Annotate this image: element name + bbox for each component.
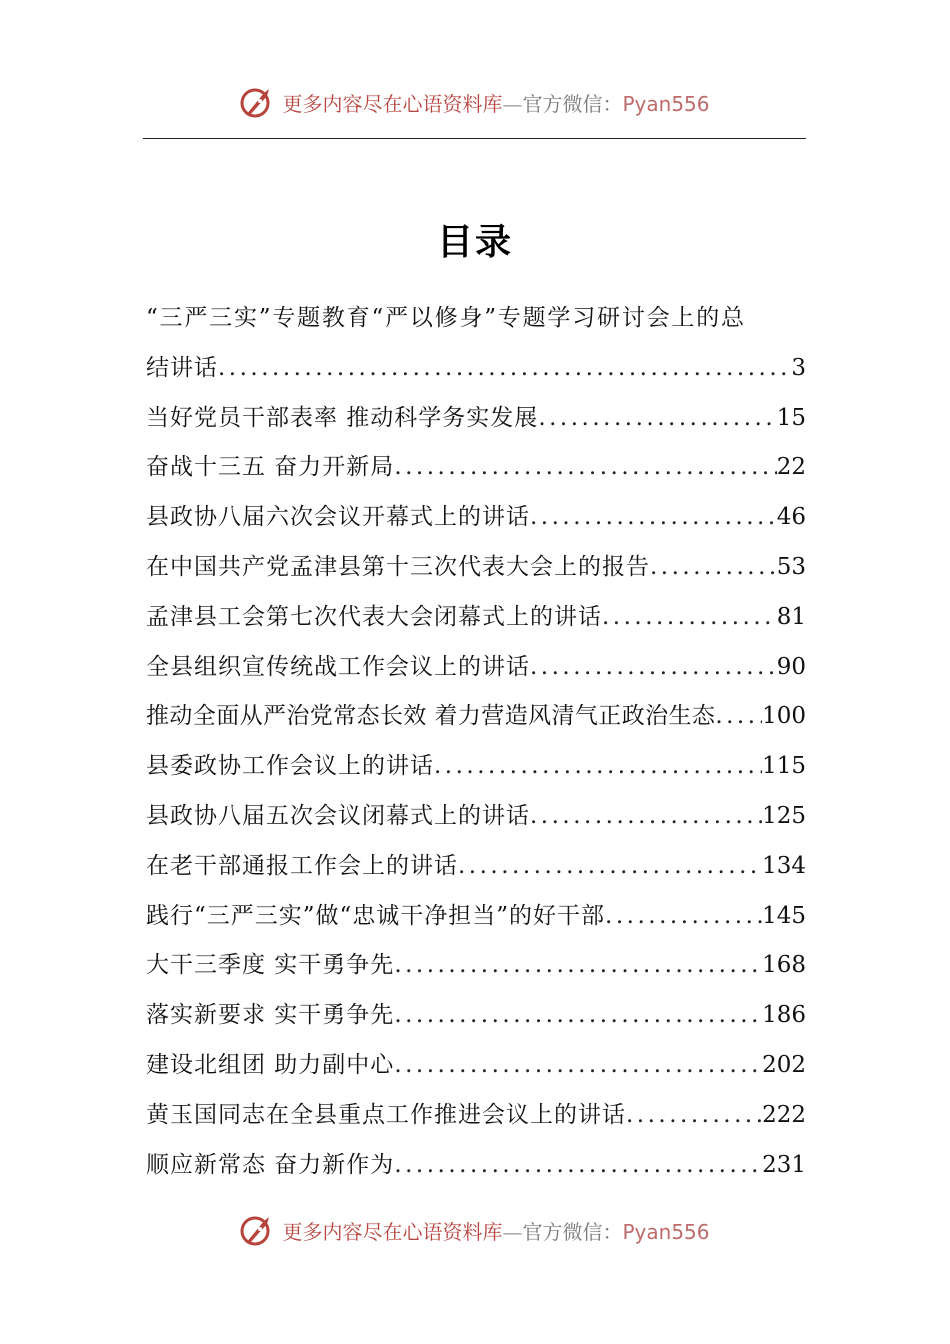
toc-entry-title: 推动全面从严治党常态长效 着力营造风清气正政治生态 <box>146 703 716 730</box>
toc-page-number: 100 <box>762 703 806 730</box>
toc-page-number: 125 <box>762 802 806 829</box>
toc-entry[interactable] <box>146 543 806 593</box>
toc-leader-dots <box>394 1041 762 1091</box>
toc-page-number: 186 <box>762 1002 806 1029</box>
toc-leader-dots <box>434 742 762 792</box>
toc-leader-dots <box>605 892 762 942</box>
toc-entry[interactable] <box>146 742 806 792</box>
footer-banner-text: 更多内容尽在心语资料库—官方微信：Pyan556 <box>282 1219 710 1244</box>
toc-entry[interactable] <box>146 1141 806 1191</box>
toc-entry[interactable] <box>146 842 806 892</box>
toc-leader-dots <box>218 344 791 394</box>
toc-page-number: 81 <box>776 603 806 630</box>
toc-leader-dots <box>602 593 777 643</box>
toc-entry-title: 在老干部通报工作会上的讲话 <box>146 852 458 879</box>
toc-page-number: 134 <box>762 852 806 879</box>
toc-page-number: 231 <box>762 1151 806 1178</box>
toc-entry[interactable] <box>146 394 806 444</box>
pen-nib-circle-logo-icon <box>240 1213 274 1247</box>
toc-entry[interactable] <box>146 1041 806 1091</box>
toc-entry[interactable] <box>146 692 806 742</box>
toc-entry-title: 县政协八届五次会议闭幕式上的讲话 <box>146 802 530 829</box>
toc-entry-title-line1: “三严三实”专题教育“严以修身”专题学习研讨会上的总 <box>146 305 746 331</box>
toc-entry[interactable] <box>146 593 806 643</box>
toc-page-number: 53 <box>776 553 806 580</box>
toc-leader-dots <box>626 1091 762 1141</box>
pen-nib-circle-logo-icon <box>240 85 274 119</box>
toc-leader-dots <box>394 1141 762 1191</box>
toc-page-number: 22 <box>776 454 806 481</box>
toc-leader-dots <box>394 991 762 1041</box>
toc-entry[interactable] <box>146 792 806 842</box>
toc-entry[interactable] <box>146 991 806 1041</box>
header-banner <box>0 84 950 120</box>
toc-entry-title: 践行“三严三实”做“忠诚干净担当”的好干部 <box>146 902 606 929</box>
toc-leader-dots <box>530 792 762 842</box>
toc-entry[interactable] <box>146 892 806 942</box>
toc-page-number: 168 <box>762 952 806 979</box>
toc-leader-dots <box>394 941 762 991</box>
toc-leader-dots <box>530 643 777 693</box>
page-title: 目录 <box>436 222 513 263</box>
toc-entry[interactable] <box>146 294 806 394</box>
toc-entry-title: 顺应新常态 奋力新作为 <box>146 1151 395 1178</box>
toc-entry-title: 在中国共产党孟津县第十三次代表大会上的报告 <box>146 553 650 580</box>
header-banner-text: 更多内容尽在心语资料库—官方微信：Pyan556 <box>282 91 710 116</box>
toc-leader-dots <box>650 543 777 593</box>
toc-leader-dots <box>394 443 776 493</box>
toc-entry-title: 建设北组团 助力副中心 <box>146 1051 395 1078</box>
toc-entry-title: 奋战十三五 奋力开新局 <box>146 454 395 481</box>
toc-leader-dots <box>458 842 762 892</box>
toc-page-number: 222 <box>762 1101 806 1128</box>
footer-banner <box>0 1212 950 1248</box>
toc-entry-title: 当好党员干部表率 推动科学务实发展 <box>146 404 539 431</box>
toc-entry-title: 大干三季度 实干勇争先 <box>146 952 395 979</box>
toc-leader-dots <box>538 394 776 444</box>
table-of-contents <box>146 294 806 1190</box>
toc-page-number: 202 <box>762 1051 806 1078</box>
toc-page-number: 145 <box>762 902 806 929</box>
toc-entry-title: 县委政协工作会议上的讲话 <box>146 753 434 780</box>
toc-entry-title: 结讲话 <box>146 354 218 381</box>
header-divider <box>143 138 806 139</box>
toc-page-number: 15 <box>776 404 806 431</box>
toc-entry[interactable] <box>146 941 806 991</box>
toc-leader-dots <box>715 692 762 742</box>
toc-leader-dots <box>530 493 777 543</box>
toc-entry-title: 黄玉国同志在全县重点工作推进会议上的讲话 <box>146 1101 626 1128</box>
toc-page-number: 3 <box>791 354 806 381</box>
toc-entry[interactable] <box>146 443 806 493</box>
toc-entry[interactable] <box>146 493 806 543</box>
toc-entry[interactable] <box>146 643 806 693</box>
toc-entry-title: 县政协八届六次会议开幕式上的讲话 <box>146 504 530 531</box>
toc-entry[interactable] <box>146 1091 806 1141</box>
toc-entry-title: 全县组织宣传统战工作会议上的讲话 <box>146 653 530 680</box>
toc-page-number: 90 <box>776 653 806 680</box>
toc-page-number: 46 <box>776 504 806 531</box>
toc-entry-title: 孟津县工会第七次代表大会闭幕式上的讲话 <box>146 603 602 630</box>
toc-entry-title: 落实新要求 实干勇争先 <box>146 1002 395 1029</box>
toc-page-number: 115 <box>762 753 806 780</box>
